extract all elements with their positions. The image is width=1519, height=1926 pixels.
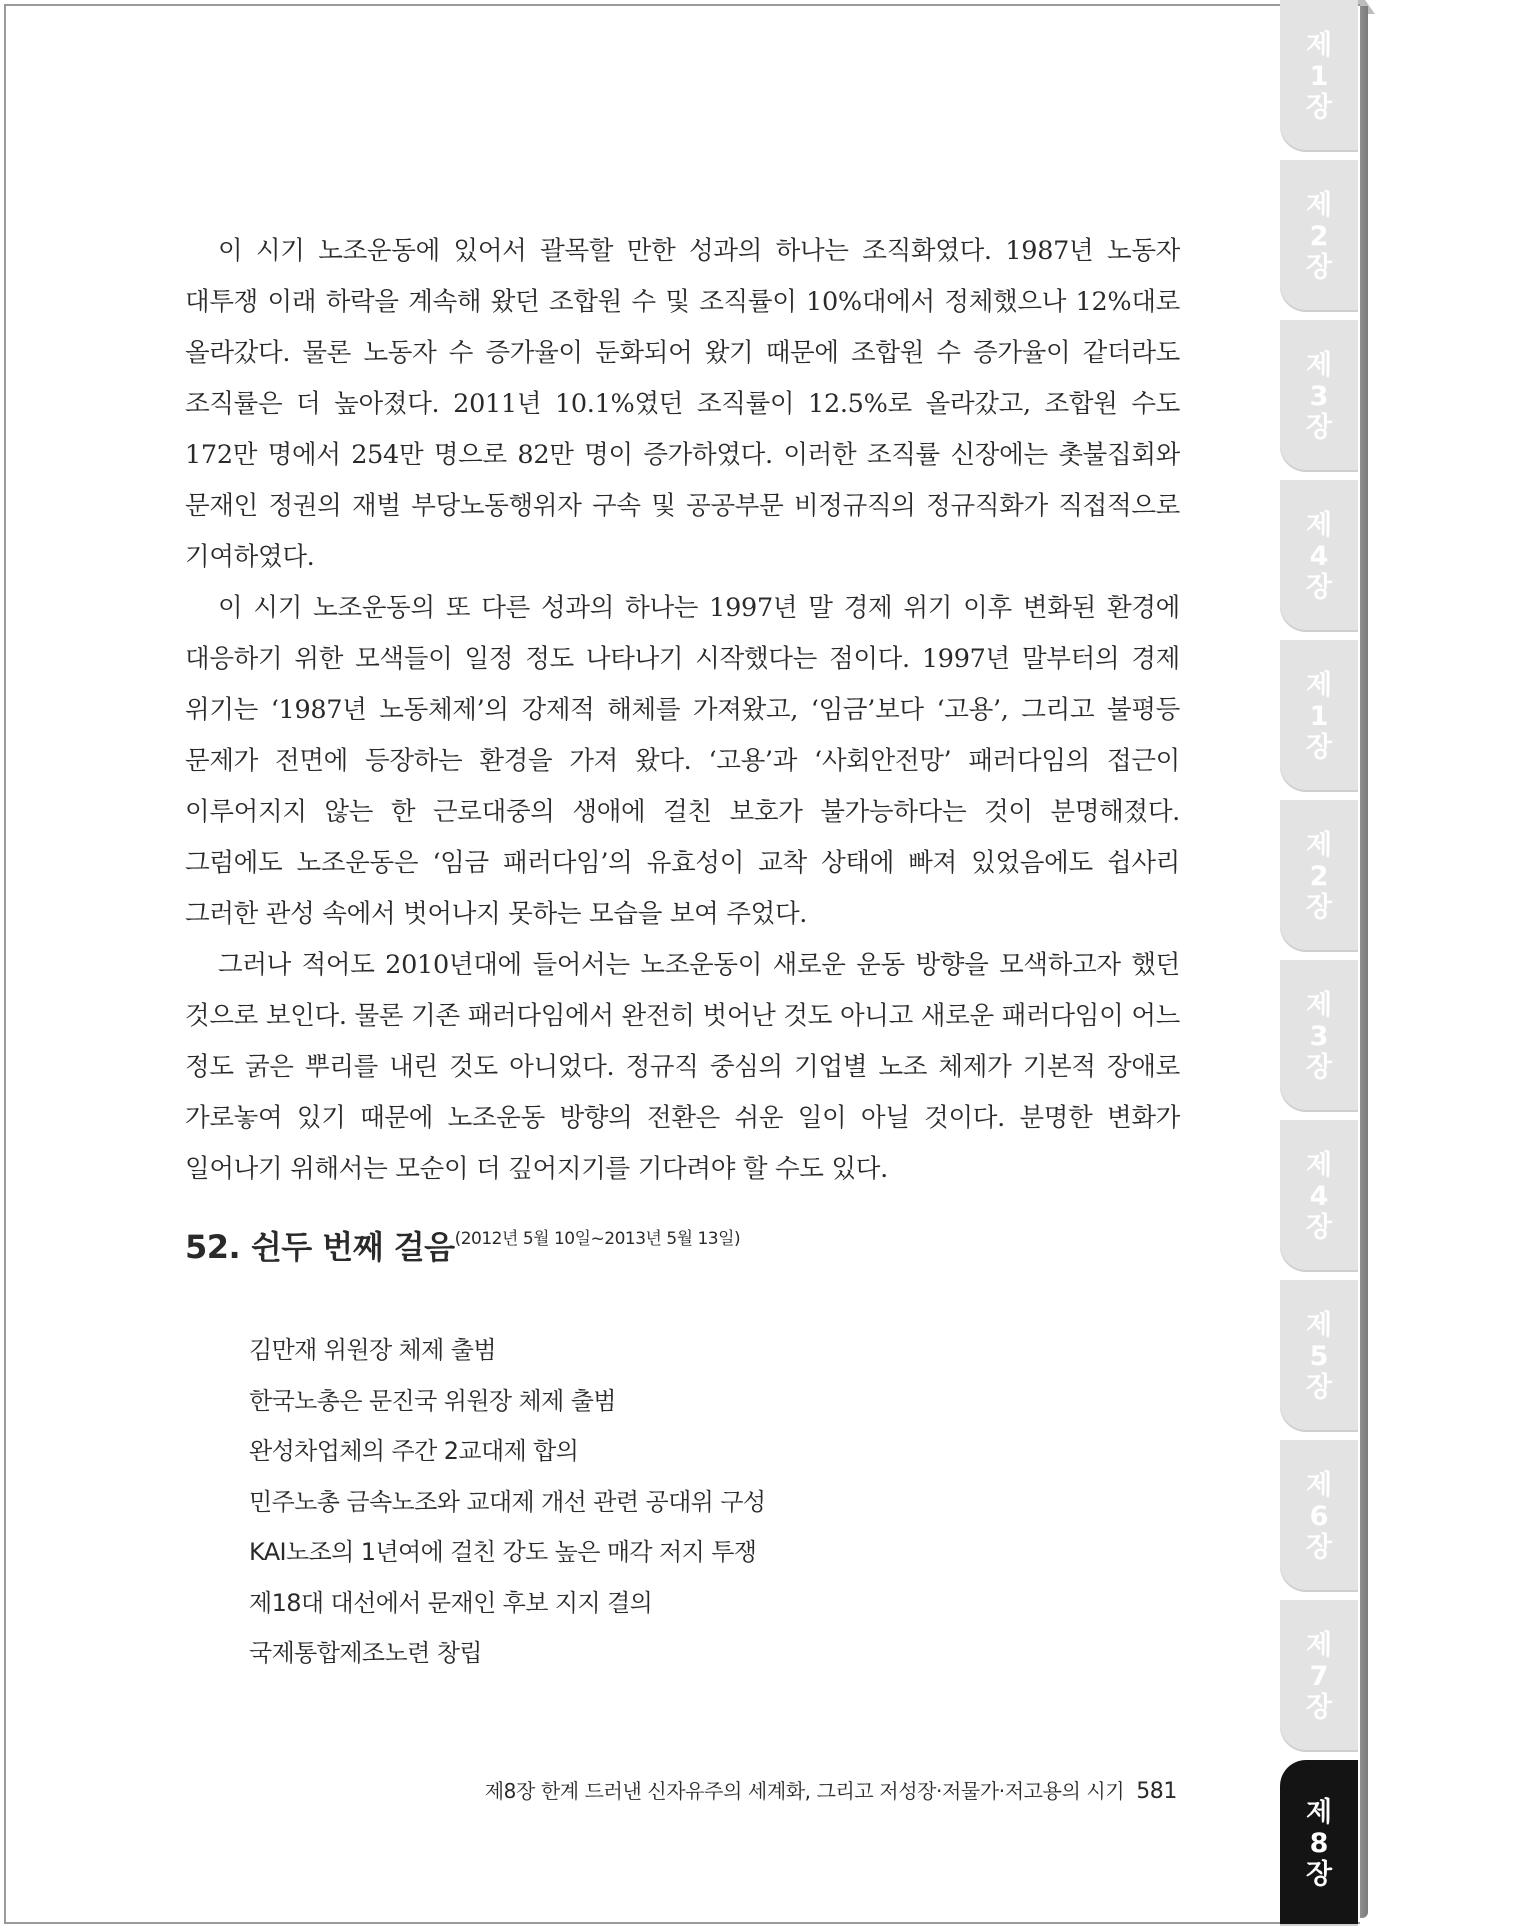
- chapter-tab: [1280, 160, 1358, 312]
- chapter-tab: [1280, 1760, 1358, 1926]
- chapter-tab-label: 장: [1305, 571, 1333, 603]
- chapter-tab-label: 장: [1305, 1691, 1333, 1723]
- chapter-tab-label: 제: [1305, 669, 1333, 701]
- chapter-tab: [1280, 320, 1358, 472]
- chapter-tab-label: 제: [1305, 29, 1333, 61]
- chapter-tab-label: 6: [1309, 1500, 1329, 1532]
- event-list: [249, 1325, 765, 1679]
- chapter-tab-label: 장: [1305, 1211, 1333, 1243]
- chapter-tab: [1280, 0, 1358, 152]
- body-text: [185, 226, 1180, 1195]
- chapter-tab-label: 장: [1305, 1531, 1333, 1563]
- section-heading: [185, 1222, 740, 1268]
- chapter-tab-label: 제: [1305, 989, 1333, 1021]
- chapter-tab-label: 장: [1305, 1051, 1333, 1083]
- chapter-tab: [1280, 1120, 1358, 1272]
- chapter-tab-label: 제: [1305, 1149, 1333, 1181]
- chapter-tab-label: 제: [1305, 189, 1333, 221]
- running-header: 제8장 한계 드러낸 신자유주의 세계화, 그리고 저성장·저물가·저고용의 시기: [484, 1779, 1125, 1803]
- chapter-tab-label: 제: [1305, 1309, 1333, 1341]
- section-title: 52. 쉰두 번째 걸음: [185, 1228, 455, 1266]
- chapter-tab-label: 4: [1309, 540, 1329, 572]
- paragraph: 그러나 적어도 2010년대에 들어서는 노조운동이 새로운 운동 방향을 모색하고자 했던 것으로 보인다. 물론 기존 패러다임에서 완전히 벗어난 것도 아니고 새로운 패러다임이 어느 정도 굵은 뿌리를 내린 것도 아니었다. 정규직 중심의 기업별 노조 체제가 기본적 장애로 가로놓여 있기 때문에 노조운동 방향의 전환은 쉬운 일이 아닐 것이다. 분명한 변화가 일어나기 위해서는 모순이 더 깊어지기를 기다려야 할 수도 있다.: [185, 950, 1180, 1184]
- chapter-tab-label: 장: [1305, 91, 1333, 123]
- list-item: 제18대 대선에서 문재인 후보 지지 결의: [249, 1588, 653, 1617]
- chapter-tab: [1280, 1280, 1358, 1432]
- chapter-tab-label: 제: [1305, 349, 1333, 381]
- list-item: KAI노조의 1년여에 걸친 강도 높은 매각 저지 투쟁: [249, 1538, 757, 1566]
- section-date-range: (2012년 5월 10일~2013년 5월 13일): [454, 1229, 741, 1249]
- list-item: 국제통합제조노련 창립: [249, 1639, 482, 1667]
- chapter-tabs: [1280, 0, 1358, 1926]
- chapter-tab-label: 4: [1309, 1180, 1329, 1212]
- chapter-tab-label: 5: [1309, 1340, 1329, 1372]
- chapter-tab-label: 장: [1305, 1371, 1333, 1403]
- chapter-tab-label: 2: [1309, 220, 1329, 252]
- chapter-tab-label: 제: [1305, 1469, 1333, 1501]
- chapter-tab-label: 제: [1305, 509, 1333, 541]
- chapter-tab-label: 제: [1305, 1796, 1333, 1828]
- chapter-tab-label: 1: [1309, 700, 1329, 732]
- chapter-tab-label: 제: [1305, 1629, 1333, 1661]
- list-item: 한국노총은 문진국 위원장 체제 출범: [249, 1386, 616, 1415]
- chapter-tab-label: 8: [1309, 1827, 1329, 1859]
- paragraph: 이 시기 노조운동에 있어서 괄목할 만한 성과의 하나는 조직화였다. 1987년 노동자 대투쟁 이래 하락을 계속해 왔던 조합원 수 및 조직률이 10%대에서 정체했으나 12%대로 올라갔다. 물론 노동자 수 증가율이 둔화되어 왔기 때문에 조합원 수 증가율이 같더라도 조직률은 더 높아졌다. 2011년 10.1%였던 조직률이 12.5%로 올라갔고, 조합원 수도 172만 명에서 254만 명으로 82만 명이 증가하였다. 이러한 조직률 신장에는 촛불집회와 문재인 정권의 재벌 부당노동행위자 구속 및 공공부문 비정규직의 정규직화가 직접적으로 기여하였다.: [185, 236, 1180, 572]
- chapter-tab-label: 3: [1309, 1020, 1329, 1052]
- chapter-tab-label: 장: [1305, 251, 1333, 283]
- chapter-tab-label: 7: [1309, 1660, 1329, 1692]
- chapter-tab-label: 2: [1309, 860, 1329, 892]
- chapter-tab-label: 3: [1309, 380, 1329, 412]
- page-footer: [485, 1775, 1177, 1804]
- chapter-tab: [1280, 480, 1358, 632]
- chapter-tab: [1280, 800, 1358, 952]
- chapter-tab: [1280, 640, 1358, 792]
- chapter-tab-label: 제: [1305, 829, 1333, 861]
- paragraph: 이 시기 노조운동의 또 다른 성과의 하나는 1997년 말 경제 위기 이후 변화된 환경에 대응하기 위한 모색들이 일정 정도 나타나기 시작했다는 점이다. 1997년 말부터의 경제 위기는 ‘1987년 노동체제’의 강제적 해체를 가져왔고, ‘임금’보다 ‘고용’, 그리고 불평등 문제가 전면에 등장하는 환경을 가져 왔다. ‘고용’과 ‘사회안전망’ 패러다임의 접근이 이루어지지 않는 한 근로대중의 생애에 걸친 보호가 불가능하다는 것이 분명해졌다. 그럼에도 노조운동은 ‘임금 패러다임’의 유효성이 교착 상태에 빠져 있었음에도 쉽사리 그러한 관성 속에서 벗어나지 못하는 모습을 보여 주었다.: [185, 593, 1180, 929]
- chapter-tab-label: 장: [1305, 891, 1333, 923]
- chapter-tab: [1280, 1440, 1358, 1592]
- list-item: 완성차업체의 주간 2교대제 합의: [249, 1437, 579, 1465]
- chapter-tab-label: 장: [1305, 411, 1333, 443]
- chapter-tab-label: 장: [1305, 731, 1333, 763]
- list-item: 민주노총 금속노조와 교대제 개선 관련 공대위 구성: [249, 1487, 766, 1516]
- list-item: 김만재 위원장 체제 출범: [249, 1336, 496, 1364]
- page-number: 581: [1136, 1779, 1177, 1804]
- chapter-tab: [1280, 1600, 1358, 1752]
- chapter-tab-label: 장: [1305, 1858, 1333, 1890]
- chapter-tab: [1280, 960, 1358, 1112]
- chapter-tab-label: 1: [1309, 60, 1329, 92]
